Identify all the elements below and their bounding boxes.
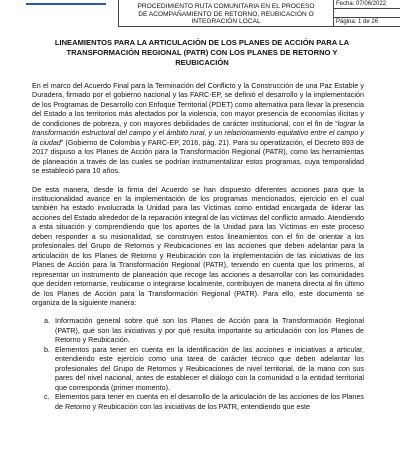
list-marker: b. — [44, 344, 50, 354]
blank-cell — [334, 9, 400, 18]
list-marker: a. — [44, 316, 50, 326]
list-marker: c. — [44, 392, 50, 402]
list-item — [32, 392, 364, 411]
institution-logo — [0, 0, 118, 27]
context-paragraph: De esta manera, desde la firma del Acuerdo se han dispuesto diferentes acciones para que la institucionalidad avance en la implementación de los programas mencionados, ejercicio en el cual también ha estado involucrada la Unidad para las Víctimas como entidad encargada de liderar las acciones del Estado alrededor de la reparación integral de las víctimas del conflicto armado. Atendiendo a esta situación y comprendiendo que los aportes de la Unidad para las Víctimas en este proceso deben responder a su misionalidad, se construyen estos lineamientos con el fin de orientar a los profesionales del Grupo de Retornos y Reubicaciones en las acciones que deben adelantar para la articulación de los Planes de Retorno y Reubicación con la implementación de las iniciativas de los Planes de Acción para la Transformación Regional (PATR), teniendo en cuenta que los primeros, al representar un instrumento de planeación que recoge las acciones a desarrollar con las comunidades que deciden retornarse, reubicarse o integrarse localmente, contribuyen de manera directa al fin último de los Planes de Acción para la Transformación Regional (PATR). Para ello, este documento se organiza de la siguiente manera: — [32, 184, 364, 307]
document-body — [32, 81, 364, 411]
list-item-text: Elementos para tener en cuenta en el desarrollo de la articulación de las acciones de los Planes de Retorno y Reubicación con las iniciativas de los PATR, entendiendo que este — [55, 392, 364, 411]
date-cell: Fecha: 07/06/2022 — [334, 0, 400, 9]
procedure-title-line-3: INTEGRACIÓN LOCAL — [191, 18, 261, 25]
document-meta-box — [334, 0, 400, 27]
document-outline-list — [32, 316, 364, 411]
document-title: LINEAMIENTOS PARA LA ARTICULACIÓN DE LOS PLANES DE ACCIÓN PARA LA TRANSFORMACIÓN REGIONAL (PATR) CON LOS PLANES DE RETORNO Y REUBICACIÓN — [54, 38, 350, 67]
intro-quote: lograr la transformación estructural del campo y el ámbito rural, y un relacionamiento equitativo entre el campo y la ciudad — [32, 118, 365, 147]
list-item-text: Elementos para tener en cuenta en la identificación de las acciones e iniciativas a articular, entendiendo este ejercicio como una tarea de carácter técnico que deben adelantar los profesionales del Grupo de Retornos y Reubicaciones de nivel territorial, de la mano con sus pares del nivel nacional, antes de establecer el diálogo con la comunidad o la entidad territorial que corresponda (primer momento). — [55, 344, 364, 392]
logo-accent-line — [26, 3, 106, 5]
list-item — [32, 345, 364, 392]
procedure-title-box — [118, 0, 334, 27]
list-item — [32, 316, 364, 344]
page-number-cell: Página: 1 de 26 — [334, 18, 400, 27]
procedure-title-line-1: PROCEDIMIENTO RUTA COMUNITARIA EN EL PROCESO — [137, 3, 315, 10]
procedure-title-line-2: DE ACOMPAÑAMIENTO DE RETORNO, REUBICACIÓN O — [138, 10, 314, 18]
intro-text-b: ” (Gobierno de Colombia y FARC-EP, 2016, pág. 21). Para su operatización, el Decreto 893 de 2017 dispuso a los Planes de Acción para la Transformación Regional (PATR), como las herramientas de planeación a través de las cuales se podrían instrumentalizar estos programas, cuya temporalidad se estableció para 10 años. — [32, 137, 364, 176]
document-header — [0, 0, 400, 27]
list-item-text: Información general sobre qué son los Planes de Acción para la Transformación Regional (PATR), qué son las iniciativas y por qué resulta importante su articulación con los Planes de Retorno y Reubicación. — [55, 316, 364, 345]
intro-text-a: En el marco del Acuerdo Final para la Terminación del Conflicto y la Construcción de una Paz Estable y Duradera, firmado por el gobierno nacional y las FARC-EP, se definió el desarrollo y la implementación de los Programas de Desarrollo con Enfoque Territorial (PDET) como alternativa para llevar la presencia del Estado a los territorios más afectados por la violencia, con mayor presencia de economías ilícitas y de condiciones de pobreza, y con mayores debilidades de carácter institucional, con el fin de “ — [32, 81, 364, 128]
intro-paragraph — [32, 81, 364, 176]
